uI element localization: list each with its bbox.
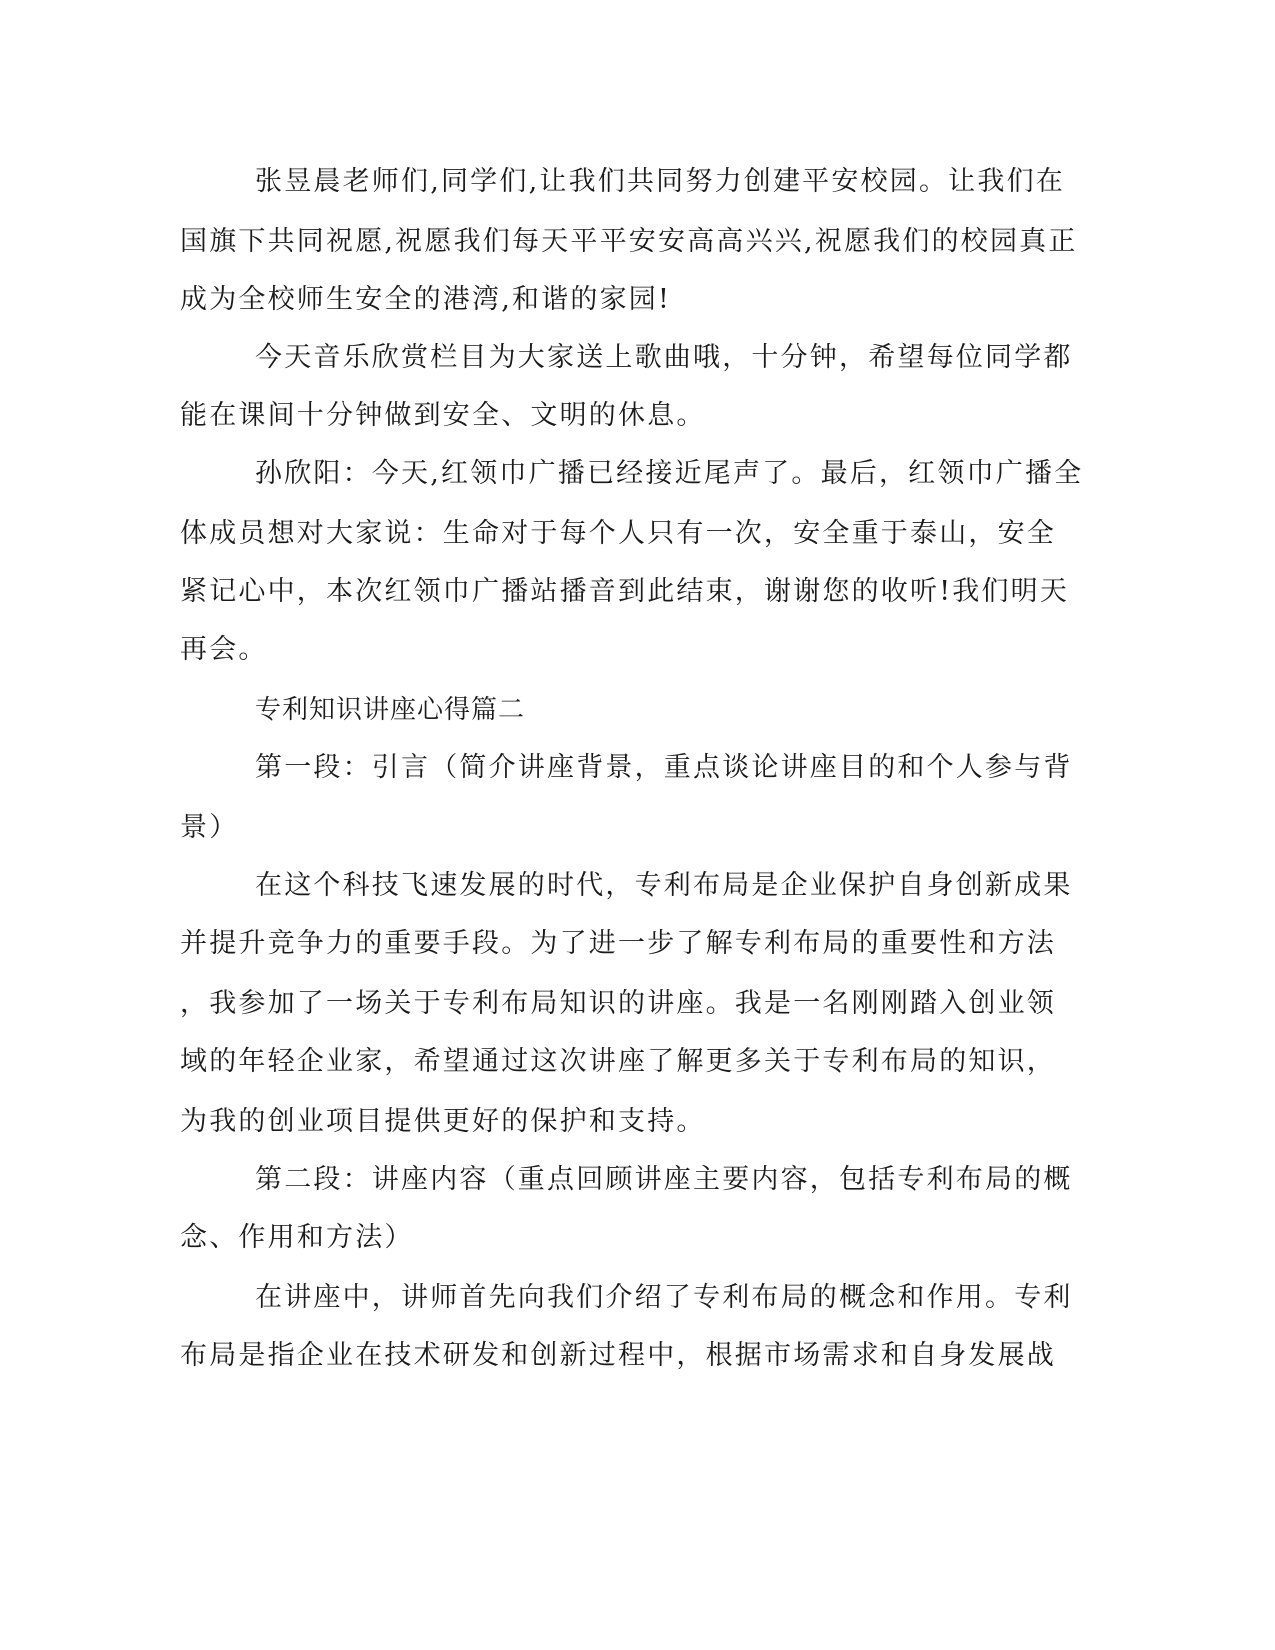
text-line: 布局是指企业在技术研发和创新过程中，根据市场需求和自身发展战 (180, 1340, 1056, 1371)
text-line: 为我的创业项目提供更好的保护和支持。 (180, 1106, 706, 1137)
text-line: 孙欣阳：今天,红领巾广播已经接近尾声了。最后，红领巾广播全 (255, 458, 1084, 489)
text-line: 体成员想对大家说：生命对于每个人只有一次，安全重于泰山，安全 (180, 518, 1056, 549)
text-line: 第一段：引言（简介讲座背景，重点谈论讲座目的和个人参与背 (255, 752, 1073, 783)
text-line: 域的年轻企业家，希望通过这次讲座了解更多关于专利布局的知识， (180, 1046, 1056, 1077)
text-line: 景） (180, 812, 239, 843)
text-line: 第二段：讲座内容（重点回顾讲座主要内容，包括专利布局的概 (255, 1164, 1073, 1195)
text-line: 张昱晨老师们,同学们,让我们共同努力创建平安校园。让我们在 (255, 166, 1065, 197)
text-line: 国旗下共同祝愿,祝愿我们每天平平安安高高兴兴,祝愿我们的校园真正 (180, 226, 1078, 257)
text-line: 今天音乐欣赏栏目为大家送上歌曲哦，十分钟，希望每位同学都 (255, 342, 1073, 373)
text-line: 在讲座中，讲师首先向我们介绍了专利布局的概念和作用。专利 (255, 1282, 1073, 1313)
text-line: 紧记心中，本次红领巾广播站播音到此结束，谢谢您的收听!我们明天 (180, 576, 1070, 607)
section-heading: 专利知识讲座心得篇二 (255, 695, 526, 725)
text-line: 成为全校师生安全的港湾,和谐的家园! (180, 284, 672, 315)
text-line: 能在课间十分钟做到安全、文明的休息。 (180, 400, 706, 431)
text-line: 并提升竞争力的重要手段。为了进一步了解专利布局的重要性和方法 (180, 928, 1056, 959)
text-line: 念、作用和方法） (180, 1222, 414, 1253)
text-line: 再会。 (180, 634, 268, 665)
text-line: ，我参加了一场关于专利布局知识的讲座。我是一名刚刚踏入创业领 (180, 988, 1056, 1019)
text-line: 在这个科技飞速发展的时代，专利布局是企业保护自身创新成果 (255, 870, 1073, 901)
